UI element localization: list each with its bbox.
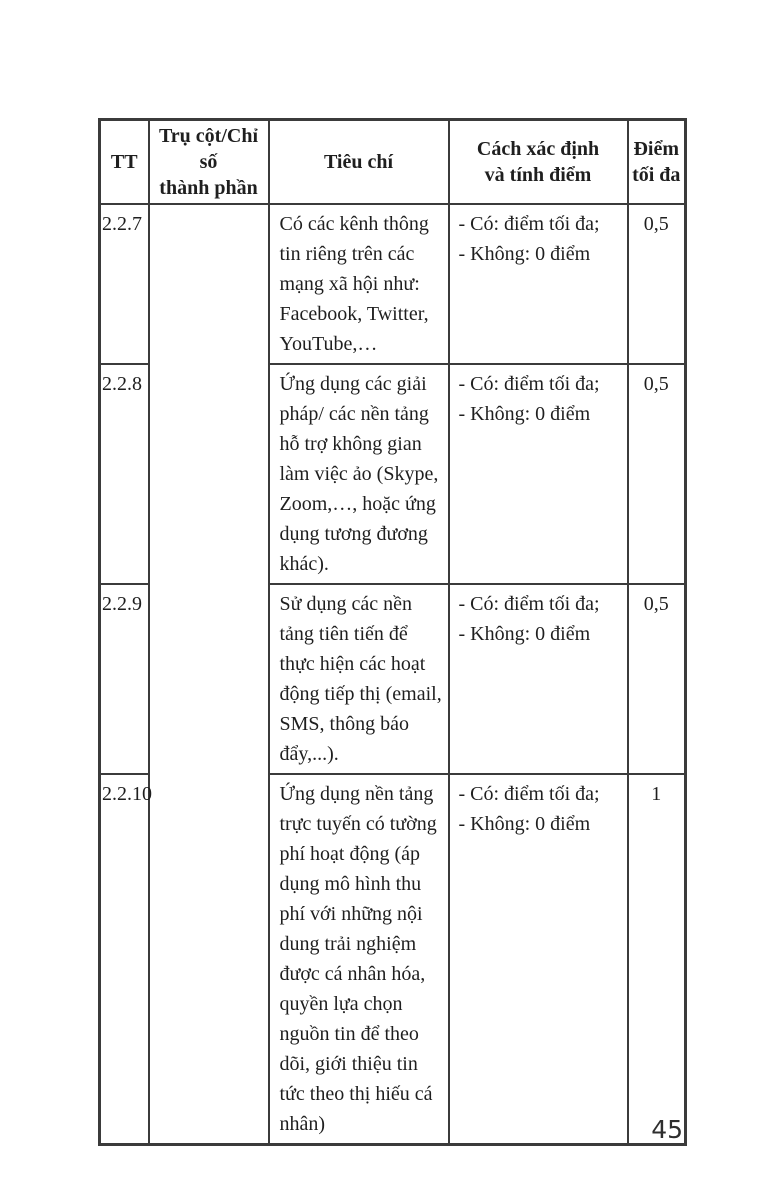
scoring-cell xyxy=(449,584,628,774)
header-scoring xyxy=(449,120,628,205)
header-max-line2: tối đa xyxy=(632,164,681,186)
header-tt: TT xyxy=(100,120,149,205)
row-id-cell: 2.2.7 xyxy=(100,204,149,364)
table-row xyxy=(100,204,686,364)
scoring-criteria-table xyxy=(98,118,687,1146)
row-id-cell: 2.2.9 xyxy=(100,584,149,774)
scoring-line: - Không: 0 điểm xyxy=(458,243,591,265)
table-header-row xyxy=(100,120,686,205)
pillar-cell xyxy=(149,204,269,1145)
scoring-line: - Không: 0 điểm xyxy=(458,623,591,645)
criteria-cell: Có các kênh thông tin riêng trên các mạng xã hội như: Facebook, Twitter, YouTube,… xyxy=(269,204,449,364)
header-scoring-line1: Cách xác định xyxy=(476,138,600,160)
page-number: 45 xyxy=(651,1115,683,1144)
criteria-cell: Sử dụng các nền tảng tiên tiến để thực hiện các hoạt động tiếp thị (email, SMS, thông báo đẩy,...). xyxy=(269,584,449,774)
scoring-cell xyxy=(449,774,628,1145)
criteria-cell: Ứng dụng nền tảng trực tuyến có tường phí hoạt động (áp dụng mô hình thu phí với những nội dung trải nghiệm được cá nhân hóa, quyền lựa chọn nguồn tin để theo dõi, giới thiệu tin tức theo thị hiếu cá nhân) xyxy=(269,774,449,1145)
scoring-cell xyxy=(449,204,628,364)
row-id-cell: 2.2.8 xyxy=(100,364,149,584)
criteria-cell: Ứng dụng các giải pháp/ các nền tảng hỗ trợ không gian làm việc ảo (Skype, Zoom,…, hoặc ứng dụng tương đương khác). xyxy=(269,364,449,584)
scoring-line: - Không: 0 điểm xyxy=(458,813,591,835)
header-criteria: Tiêu chí xyxy=(269,120,449,205)
max-score-cell: 0,5 xyxy=(628,584,686,774)
header-pillar xyxy=(149,120,269,205)
header-pillar-line1: Trụ cột/Chỉ số xyxy=(158,125,259,173)
scoring-line: - Có: điểm tối đa; xyxy=(458,373,600,395)
max-score-cell: 1 xyxy=(628,774,686,1145)
header-max-line1: Điểm xyxy=(633,138,680,160)
max-score-cell: 0,5 xyxy=(628,364,686,584)
scoring-line: - Không: 0 điểm xyxy=(458,403,591,425)
header-pillar-line2: thành phần xyxy=(159,177,258,199)
max-score-cell: 0,5 xyxy=(628,204,686,364)
scoring-line: - Có: điểm tối đa; xyxy=(458,213,600,235)
row-id-cell: 2.2.10 xyxy=(100,774,149,1145)
scoring-line: - Có: điểm tối đa; xyxy=(458,783,600,805)
header-max-score xyxy=(628,120,686,205)
scoring-cell xyxy=(449,364,628,584)
scoring-line: - Có: điểm tối đa; xyxy=(458,593,600,615)
header-scoring-line2: và tính điểm xyxy=(484,164,592,186)
